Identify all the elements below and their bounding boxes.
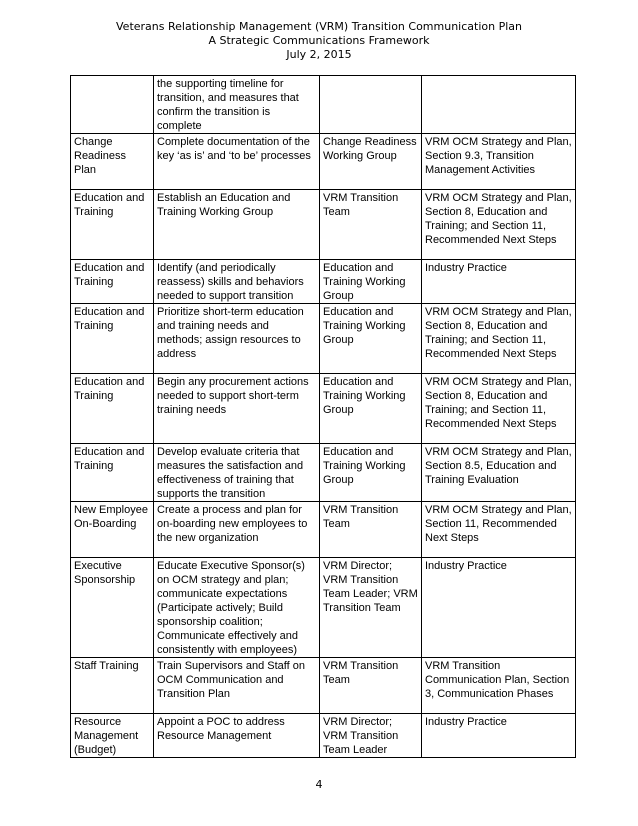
document-title: Veterans Relationship Management (VRM) Transition Communication Plan xyxy=(116,20,522,33)
reference-cell: VRM OCM Strategy and Plan, Section 9.3, Transition Management Activities xyxy=(422,134,576,190)
table-row xyxy=(71,260,576,304)
responsible-cell: Education and Training Working Group xyxy=(320,304,422,374)
reference-cell: Industry Practice xyxy=(422,260,576,304)
responsible-cell: Education and Training Working Group xyxy=(320,374,422,444)
responsible-cell: VRM Transition Team xyxy=(320,190,422,260)
page-number: 4 xyxy=(315,778,323,791)
action-cell: Begin any procurement actions needed to support short-term training needs xyxy=(154,374,320,444)
activity-area-cell: Education and Training xyxy=(71,260,154,304)
responsible-cell: VRM Transition Team xyxy=(320,658,422,714)
document-subtitle: A Strategic Communications Framework xyxy=(208,34,430,47)
table-row xyxy=(71,558,576,658)
table-row xyxy=(71,444,576,502)
reference-cell: VRM OCM Strategy and Plan, Section 8, Education and Training; and Section 11, Recommended Next Steps xyxy=(422,374,576,444)
table-row xyxy=(71,658,576,714)
responsible-cell: Education and Training Working Group xyxy=(320,444,422,502)
reference-cell: VRM OCM Strategy and Plan, Section 8.5, Education and Training Evaluation xyxy=(422,444,576,502)
table-row xyxy=(71,502,576,558)
activity-area-cell xyxy=(71,76,154,134)
reference-cell xyxy=(422,76,576,134)
reference-cell: Industry Practice xyxy=(422,714,576,758)
action-cell: Train Supervisors and Staff on OCM Communication and Transition Plan xyxy=(154,658,320,714)
table-row xyxy=(71,714,576,758)
activity-area-cell: Education and Training xyxy=(71,304,154,374)
reference-cell: VRM OCM Strategy and Plan, Section 11, Recommended Next Steps xyxy=(422,502,576,558)
action-cell: the supporting timeline for transition, and measures that confirm the transition is complete xyxy=(154,76,320,134)
activity-area-cell: New Employee On-Boarding xyxy=(71,502,154,558)
reference-cell: VRM OCM Strategy and Plan, Section 8, Education and Training; and Section 11, Recommended Next Steps xyxy=(422,304,576,374)
activity-area-cell: Resource Management (Budget) xyxy=(71,714,154,758)
page-header xyxy=(0,20,638,62)
table-row xyxy=(71,134,576,190)
responsible-cell: Education and Training Working Group xyxy=(320,260,422,304)
action-cell: Appoint a POC to address Resource Management xyxy=(154,714,320,758)
action-cell: Create a process and plan for on-boarding new employees to the new organization xyxy=(154,502,320,558)
table-row xyxy=(71,76,576,134)
activity-area-cell: Executive Sponsorship xyxy=(71,558,154,658)
responsible-cell: VRM Director; VRM Transition Team Leader; VRM Transition Team xyxy=(320,558,422,658)
table-row xyxy=(71,190,576,260)
transition-plan-table xyxy=(70,75,576,758)
action-cell: Complete documentation of the key ‘as is’ and ‘to be’ processes xyxy=(154,134,320,190)
activity-area-cell: Change Readiness Plan xyxy=(71,134,154,190)
action-cell: Develop evaluate criteria that measures the satisfaction and effectiveness of training that supports the transition xyxy=(154,444,320,502)
table-row xyxy=(71,304,576,374)
table-row xyxy=(71,374,576,444)
activity-area-cell: Education and Training xyxy=(71,374,154,444)
action-cell: Prioritize short-term education and training needs and methods; assign resources to address xyxy=(154,304,320,374)
activity-area-cell: Staff Training xyxy=(71,658,154,714)
responsible-cell: VRM Transition Team xyxy=(320,502,422,558)
responsible-cell: VRM Director; VRM Transition Team Leader xyxy=(320,714,422,758)
action-cell: Establish an Education and Training Working Group xyxy=(154,190,320,260)
activity-area-cell: Education and Training xyxy=(71,444,154,502)
responsible-cell: Change Readiness Working Group xyxy=(320,134,422,190)
responsible-cell xyxy=(320,76,422,134)
document-date: July 2, 2015 xyxy=(286,48,352,61)
action-cell: Educate Executive Sponsor(s) on OCM strategy and plan; communicate expectations (Participate actively; Build sponsorship coalition; Communicate effectively and consistently with employees) xyxy=(154,558,320,658)
activity-area-cell: Education and Training xyxy=(71,190,154,260)
action-cell: Identify (and periodically reassess) skills and behaviors needed to support transition xyxy=(154,260,320,304)
reference-cell: VRM Transition Communication Plan, Section 3, Communication Phases xyxy=(422,658,576,714)
reference-cell: VRM OCM Strategy and Plan, Section 8, Education and Training; and Section 11, Recommended Next Steps xyxy=(422,190,576,260)
reference-cell: Industry Practice xyxy=(422,558,576,658)
